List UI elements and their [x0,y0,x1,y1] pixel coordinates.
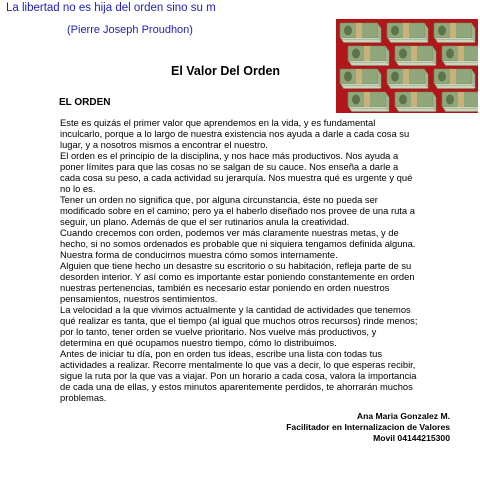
quote-author: (Pierre Joseph Proudhon) [67,24,193,36]
signature-block [286,411,450,444]
signature-phone: Movil 04144215300 [373,433,450,443]
signature-role: Facilitador en Internalizacion de Valores [286,422,450,432]
paragraph: Nuestra forma de conducirnos muestra cómo somos internamente. [60,249,338,260]
money-stacks-image [336,19,478,113]
paragraph: El orden es el principio de la disciplina, y nos hace más productivos. Nos ayuda a poner límites para que las cosas no se salgan de su cauce. Nos enseña a darle a cada cosa su peso, a cada actividad su jerarquía. Nos muestra qué es urgente y qué no lo es. [60,150,413,194]
document-body [60,117,420,403]
document-title: El Valor Del Orden [171,64,281,78]
paragraph: La velocidad a la que vivimos actualmente y la cantidad de actividades que tenemos qué realizar es tanta, que el tiempo (al igual que muchos otros recursos) rinde menos; por lo tanto, tener orden se vuelve prioritario. Nos vuelve más productivos, y determina en qué ocupamos nuestro tiempo, cómo lo distribuimos. [60,304,418,348]
paragraph: Cuando crecemos con orden, podemos ver más claramente nuestras metas, y de hecho, si no somos ordenados es probable que ni siquiera tengamos definida alguna. [60,227,416,249]
paragraph: Antes de iniciar tu día, pon en orden tus ideas, escribe una lista con todas tus actividades a realizar. Recorre mentalmente lo que vas a decir, lo que esperas recibir, sigue la ruta por la que vas a viajar. Pon un horario a cada cosa, valora la importancia de cada una de ellas, y estos minutos aparentemente perdidos, te ahorrarán muchos problemas. [60,348,417,403]
section-heading: EL ORDEN [59,97,111,108]
signature-name: Ana Maria Gonzalez M. [356,411,450,421]
paragraph: Tener un orden no significa que, por alguna circunstancia, éste no pueda ser modificado sobre en el camino; pero ya el haberlo diseñado nos provee de una ruta a seguir, un plano. Además de que el ser rutinarios anula la creatividad. [60,194,415,227]
header-quote: La libertad no es hija del orden sino su m [6,2,216,14]
paragraph: Alguien que tiene hecho un desastre su escritorio o su habitación, refleja parte de su desorden interior. Y así como es importante estar poniendo constantemente en orden nuestras pertenencias, también es necesario estar poniendo en orden nuestros pensamientos, nuestros sentimientos. [60,260,415,304]
paragraph: Este es quizás el primer valor que aprendemos en la vida, y es fundamental inculcarlo, porque a lo largo de nuestra existencia nos ayuda a darle a cada cosa su lugar, y a nosotros mismos a encontrar el nuestro. [60,117,410,150]
